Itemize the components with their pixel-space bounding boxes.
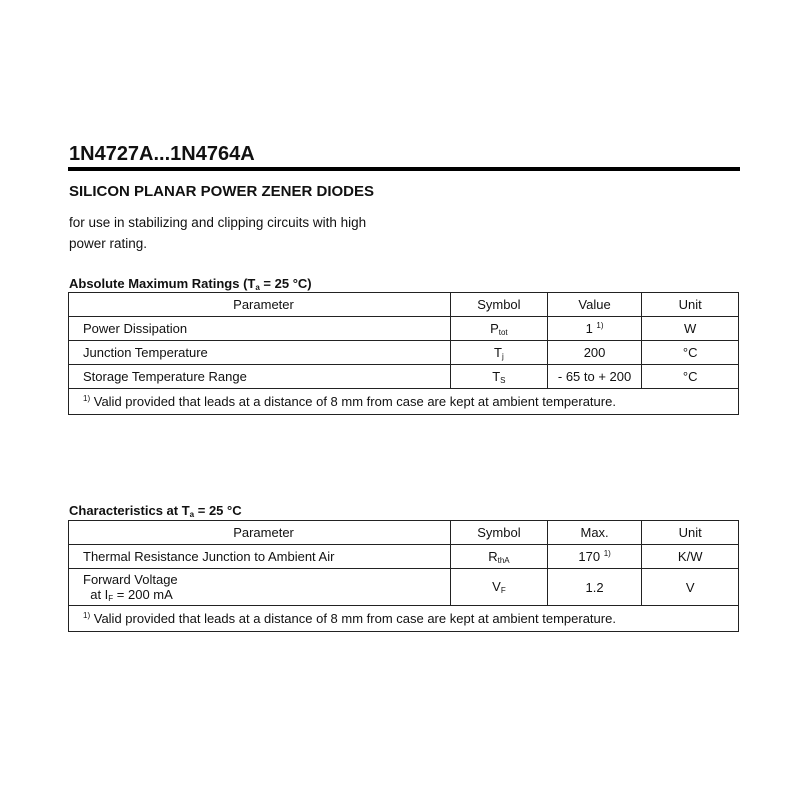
table-row <box>69 365 739 389</box>
header-max: Max. <box>547 521 642 545</box>
footnote-row <box>69 606 739 632</box>
characteristics-caption-sub: a <box>189 510 195 519</box>
fv-line-2-suffix: = 200 mA <box>113 586 173 602</box>
footnote-text: Valid provided that leads at a distance of 8 mm from case are kept at ambient temperature. <box>90 394 616 409</box>
symbol-sub: j <box>501 351 504 361</box>
row-symbol <box>451 317 548 341</box>
fv-line-2-sub: F <box>108 593 114 603</box>
row-parameter: Storage Temperature Range <box>69 365 451 389</box>
characteristics-table <box>68 520 739 632</box>
row-value: 1.2 <box>547 569 642 606</box>
row-unit: K/W <box>642 545 739 569</box>
table-row <box>69 317 739 341</box>
symbol-sub: tot <box>498 327 508 337</box>
description-line-1: for use in stabilizing and clipping circuits with high <box>69 215 367 230</box>
row-value <box>547 365 642 389</box>
value-footnote: 1) <box>596 321 604 330</box>
row-unit: V <box>642 569 739 606</box>
row-parameter: Junction Temperature <box>69 341 451 365</box>
row-symbol <box>451 545 548 569</box>
characteristics-caption-prefix: Characteristics at T <box>69 503 190 518</box>
fv-line-2-prefix: at I <box>83 586 109 602</box>
row-symbol <box>451 341 548 365</box>
characteristics-header-row <box>69 521 739 545</box>
abs-max-caption-sub: a <box>255 283 260 292</box>
abs-max-caption-prefix: Absolute Maximum Ratings (T <box>69 276 256 291</box>
row-value <box>547 317 642 341</box>
fv-line-2 <box>83 587 444 603</box>
title-rule <box>68 167 740 171</box>
table-row <box>69 569 739 606</box>
footnote <box>69 389 739 415</box>
table-row <box>69 545 739 569</box>
header-symbol: Symbol <box>451 293 548 317</box>
row-value <box>547 341 642 365</box>
footnote-mark: 1) <box>83 611 91 620</box>
symbol-main: V <box>492 579 501 594</box>
footnote-mark: 1) <box>83 394 91 403</box>
row-unit: °C <box>642 341 739 365</box>
description <box>69 212 366 254</box>
symbol-main: P <box>490 320 499 336</box>
characteristics-caption <box>69 503 242 519</box>
header-parameter: Parameter <box>69 293 451 317</box>
row-parameter: Thermal Resistance Junction to Ambient Air <box>69 545 451 569</box>
symbol-sub: F <box>500 586 506 595</box>
row-symbol <box>451 365 548 389</box>
row-value <box>547 545 642 569</box>
abs-max-caption <box>69 276 312 292</box>
header-value: Value <box>547 293 642 317</box>
footnote <box>69 606 739 632</box>
abs-max-table <box>68 292 739 415</box>
abs-max-header-row <box>69 293 739 317</box>
value-main: 200 <box>583 345 606 360</box>
row-unit: W <box>642 317 739 341</box>
symbol-sub: S <box>500 375 506 385</box>
row-symbol <box>451 569 548 606</box>
symbol-main: R <box>488 548 498 564</box>
header-unit: Unit <box>642 293 739 317</box>
header-unit: Unit <box>642 521 739 545</box>
value-main: - 65 to + 200 <box>557 369 632 384</box>
value-footnote: 1) <box>603 549 611 558</box>
abs-max-caption-suffix: = 25 °C) <box>259 276 312 291</box>
value-main: 170 <box>578 549 601 564</box>
document-subtitle: SILICON PLANAR POWER ZENER DIODES <box>69 183 375 200</box>
symbol-sub: thA <box>497 555 510 565</box>
symbol-main: T <box>494 344 502 360</box>
row-parameter: Power Dissipation <box>69 317 451 341</box>
fv-line-1: Forward Voltage <box>83 571 178 587</box>
symbol-main: T <box>492 368 501 384</box>
row-unit: °C <box>642 365 739 389</box>
header-symbol: Symbol <box>451 521 548 545</box>
footnote-text: Valid provided that leads at a distance of 8 mm from case are kept at ambient temperature. <box>90 611 616 626</box>
description-line-2: power rating. <box>69 236 148 251</box>
document-title: 1N4727A...1N4764A <box>69 143 255 165</box>
row-parameter <box>69 569 451 606</box>
header-parameter: Parameter <box>69 521 451 545</box>
characteristics-caption-suffix: = 25 °C <box>194 503 242 518</box>
value-main: 1 <box>585 321 593 336</box>
footnote-row <box>69 389 739 415</box>
table-row <box>69 341 739 365</box>
